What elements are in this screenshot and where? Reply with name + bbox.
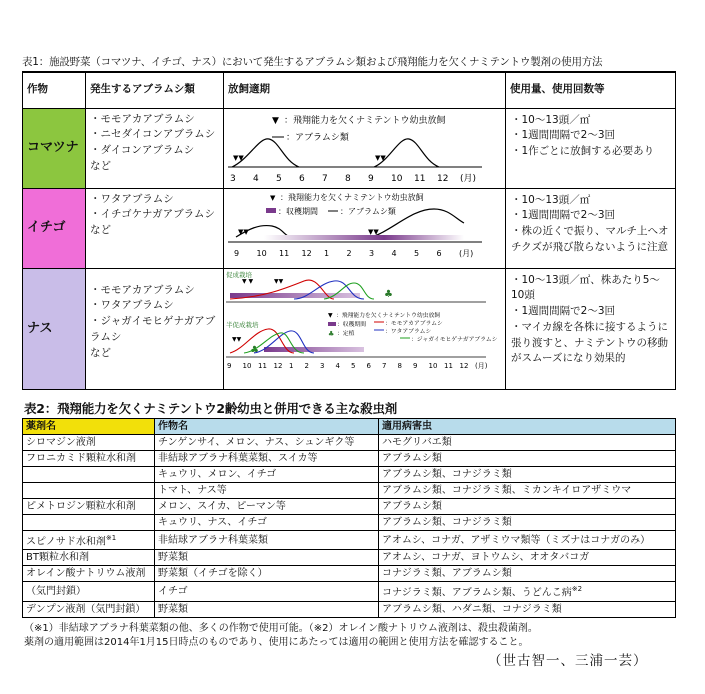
pest-item: ・ワタアブラムシ — [90, 299, 174, 312]
crop-name-cell — [155, 451, 379, 467]
table1-caption: 表1：施設野菜（コマツナ、イチゴ、ナス）において発生するアブラムシ類および飛翔能力を欠くナミテントウ製剤の使用方法 — [22, 56, 603, 68]
table2-caption: 表2：飛翔能力を欠くナミテントウ2齢幼虫と併用できる主な殺虫剤 — [24, 401, 398, 416]
note-1: （※1）非結球アブラナ科葉菜類の他、多くの作物で使用可能。（※2）オレイン酸ナトリウム液剤は、殺虫殺菌剤。 — [24, 623, 538, 634]
target-pest-cell — [379, 515, 676, 531]
crop-ichigo: イチゴ — [23, 188, 86, 268]
crop-name-cell-text: 非結球アブラナ科葉菜類、スイカ等 — [158, 453, 318, 464]
target-pest-cell-text: アブラムシ類、コナジラミ類 — [382, 469, 512, 480]
drug-name-cell-text: （気門封鎖） — [26, 585, 86, 597]
legend-momoaka: ：モモアカアブラムシ — [385, 320, 443, 327]
pest-item: ・ニセダイコンアブラムシ — [90, 128, 216, 141]
table2-row — [23, 483, 676, 499]
month-label: 6 — [299, 173, 305, 184]
table2-row — [23, 467, 676, 483]
chart-ichigo — [224, 188, 506, 268]
crop-name-cell-text: キュウリ、メロン、イチゴ — [158, 469, 277, 480]
crop-name-cell-text: イチゴ — [158, 585, 188, 597]
table2-row — [23, 531, 676, 550]
header-usage: 使用量、使用回数等 — [506, 72, 676, 108]
release-marker-icon: ▼ — [272, 115, 279, 126]
month-labels — [234, 249, 473, 258]
harvest-bar-semi — [264, 347, 364, 352]
target-pest-cell-text: コナジラミ類、アブラムシ類、うどんこ病 — [382, 587, 572, 599]
usage-ichigo — [506, 188, 676, 268]
header-crop: 作物 — [23, 72, 86, 108]
footnote-mark: ※2 — [571, 585, 583, 594]
drug-name-cell — [23, 531, 155, 550]
target-pest-cell — [379, 601, 676, 617]
release-marker-icon: ▼▼ — [232, 335, 242, 343]
month-label: (月) — [475, 361, 488, 370]
month-label: 3 — [320, 361, 325, 370]
month-label: 1 — [289, 361, 294, 370]
header-pests: 発生するアブラムシ類 — [86, 72, 224, 108]
month-label: 5 — [414, 248, 420, 258]
planting-icon: ♣ — [250, 344, 259, 356]
month-label: 2 — [304, 361, 309, 370]
table2-row — [23, 566, 676, 582]
pest-item: ・ジャガイモヒゲナガアブラムシ — [90, 315, 216, 343]
harvest-period-bar — [264, 235, 464, 240]
usage-item: ・10～13頭／㎡ — [511, 193, 591, 206]
legend-harvest-swatch — [328, 322, 336, 326]
table1 — [22, 71, 676, 390]
pest-item: ・ダイコンアブラムシ — [90, 144, 195, 156]
drug-name-cell — [23, 515, 155, 531]
table1-row-ichigo — [23, 188, 676, 268]
month-label: 11 — [279, 248, 290, 258]
target-pest-cell — [379, 531, 676, 550]
drug-name-cell-text: シロマジン液剤 — [26, 437, 96, 448]
month-label: 12 — [273, 361, 283, 370]
crop-nasu: ナス — [23, 268, 86, 389]
target-pest-cell — [379, 582, 676, 601]
target-pest-cell — [379, 566, 676, 582]
release-marker-icon: ▼▼ — [368, 227, 379, 236]
ichigo-schedule-chart — [224, 189, 506, 268]
month-label: 12 — [459, 361, 469, 370]
table2-row — [23, 582, 676, 601]
header-target-pest: 適用病害虫 — [379, 419, 676, 435]
legend-release: ：飛翔能力を欠くナミテントウ幼虫放飼 — [280, 192, 424, 202]
header-drug: 薬剤名 — [23, 419, 155, 435]
month-label: 2 — [346, 248, 352, 258]
month-labels — [230, 173, 476, 184]
month-label: 3 — [369, 248, 375, 258]
usage-komatsuna — [506, 108, 676, 188]
crop-name-cell-text: メロン、スイカ、ピーマン等 — [158, 501, 286, 512]
crop-name-cell-text: キュウリ、ナス、イチゴ — [158, 517, 267, 528]
legend-harvest: ：収穫期間 — [337, 321, 366, 328]
target-pest-cell-text: アブラムシ類 — [382, 501, 442, 512]
drug-name-cell-text: オレイン酸ナトリウム液剤 — [26, 568, 146, 580]
author-credit: （世古智一、三浦一芸） — [488, 653, 648, 669]
crop-name-cell — [155, 483, 379, 499]
crop-name-cell — [155, 550, 379, 566]
header-crop: 作物名 — [155, 419, 379, 435]
target-pest-cell-text: アオムシ、コナガ、アザミウマ類等（ミズナはコナガのみ） — [382, 534, 651, 546]
table2 — [22, 418, 676, 618]
planting-icon: ♣ — [328, 329, 335, 338]
month-label: 10 — [428, 361, 438, 370]
month-label: 1 — [324, 248, 330, 258]
usage-item: ・株の近くで振り、マルチ上へオチクズが飛び散らないように注意 — [511, 225, 669, 253]
drug-name-cell — [23, 435, 155, 451]
month-label: 6 — [436, 248, 442, 258]
legend-wata: ：ワタアブラムシ — [385, 328, 432, 335]
month-label: 3 — [230, 173, 236, 184]
chart-nasu — [224, 268, 506, 389]
label-protected: 促成栽培 — [226, 270, 252, 279]
table1-header-row — [23, 72, 676, 108]
legend-jagaimo: ：ジャガイモヒゲナガアブラムシ — [411, 336, 498, 343]
aphid-curve-spring — [232, 138, 299, 166]
month-label: 11 — [444, 361, 453, 370]
crop-name-cell — [155, 515, 379, 531]
month-label: 10 — [242, 361, 252, 370]
month-label: 9 — [368, 173, 374, 184]
month-label: 8 — [345, 173, 351, 184]
usage-item: ・10～13頭／㎡ — [511, 113, 591, 126]
header-release-period: 放飼適期 — [224, 72, 506, 108]
month-label: 12 — [301, 248, 312, 258]
komatsuna-schedule-chart — [224, 109, 506, 188]
note-2: 薬剤の適用範囲は2014年1月15日時点のものであり、使用にあたっては適用の範囲と使用方法を確認すること。 — [24, 637, 529, 648]
release-marker-icon: ▼ — [328, 311, 333, 319]
drug-name-cell — [23, 566, 155, 582]
crop-name-cell — [155, 566, 379, 582]
crop-name-cell-text: 野菜類（イチゴを除く） — [158, 568, 268, 580]
month-label: 10 — [256, 248, 267, 258]
usage-item: ・1作ごとに放飼する必要あり — [511, 145, 655, 157]
month-label: 7 — [322, 173, 328, 184]
pests-komatsuna — [86, 108, 224, 188]
release-marker-icon: ▼▼ — [233, 153, 244, 162]
month-label: 8 — [397, 361, 402, 370]
usage-item: ・1週間間隔で2～3回 — [511, 209, 616, 222]
drug-name-cell — [23, 550, 155, 566]
target-pest-cell-text: アブラムシ類、コナジラミ類、ミカンキイロアザミウマ — [382, 485, 632, 496]
crop-name-cell — [155, 582, 379, 601]
month-label: 4 — [253, 173, 259, 184]
month-label: 12 — [437, 173, 449, 184]
table2-header-row — [23, 419, 676, 435]
crop-name-cell-text: トマト、ナス等 — [158, 485, 227, 496]
pest-item: など — [90, 159, 111, 172]
drug-name-cell — [23, 451, 155, 467]
crop-name-cell-text: 野菜類 — [158, 552, 188, 564]
crop-name-cell — [155, 467, 379, 483]
drug-name-cell — [23, 582, 155, 601]
table2-row — [23, 550, 676, 566]
pest-item: など — [90, 224, 111, 236]
crop-name-cell-text: 非結球アブラナ科葉菜類 — [158, 534, 268, 546]
drug-name-cell-text: BT顆粒水和剤 — [26, 552, 89, 564]
pest-item: ・イチゴケナガアブラムシ — [90, 208, 216, 221]
drug-name-cell — [23, 483, 155, 499]
target-pest-cell-text: アブラムシ類 — [382, 453, 442, 464]
planting-icon: ♣ — [384, 288, 393, 300]
month-label: 5 — [276, 173, 282, 184]
target-pest-cell — [379, 550, 676, 566]
month-labels — [227, 362, 488, 370]
release-marker-icon: ▼▼ — [238, 227, 249, 236]
drug-name-cell-text: スピノサド水和剤 — [26, 536, 106, 548]
month-label: (月) — [460, 173, 477, 184]
release-marker-icon: ▼ — [270, 193, 276, 202]
legend-plant: ：定植 — [337, 330, 355, 337]
table2-row — [23, 499, 676, 515]
target-pest-cell-text: コナジラミ類、アブラムシ類 — [382, 568, 512, 580]
usage-item: ・1週間間隔で2～3回 — [511, 129, 616, 142]
month-label: 11 — [414, 173, 426, 184]
target-pest-cell-text: アブラムシ類、ハダニ類、コナジラミ類 — [382, 603, 562, 615]
month-label: 9 — [227, 361, 232, 370]
nasu-schedule-chart — [224, 269, 506, 389]
legend-aphid: ：アブラムシ類 — [286, 132, 349, 143]
month-label: 4 — [335, 361, 340, 370]
usage-item: ・マイカ線を各株に接するように張り渡すと、ナミテントウの移動がスムーズになり効果的 — [511, 320, 668, 365]
pest-item: ・モモアカアブラムシ — [90, 112, 195, 125]
crop-name-cell-text: チンゲンサイ、メロン、ナス、シュンギク等 — [158, 437, 355, 448]
legend-aphid: ：アブラムシ類 — [340, 206, 396, 216]
usage-item: ・10～13頭／㎡、株あたり5～10頭 — [511, 273, 660, 302]
drug-name-cell — [23, 467, 155, 483]
drug-name-cell-text: フロニカミド顆粒水和剤 — [26, 453, 136, 464]
target-pest-cell-text: アブラムシ類、コナジラミ類 — [382, 517, 512, 528]
aphid-curve-autumn — [374, 138, 439, 166]
target-pest-cell — [379, 435, 676, 451]
crop-name-cell — [155, 499, 379, 515]
usage-nasu — [506, 268, 676, 389]
month-label: 6 — [366, 361, 371, 370]
target-pest-cell — [379, 483, 676, 499]
month-label: 10 — [391, 173, 403, 184]
month-label: 9 — [413, 361, 418, 370]
month-label: 11 — [258, 361, 267, 370]
label-semi: 半促成栽培 — [226, 320, 259, 329]
target-pest-cell — [379, 467, 676, 483]
table1-row-nasu — [23, 268, 676, 389]
footnote-mark: ※1 — [105, 534, 117, 542]
target-pest-cell-text: ハモグリバエ類 — [382, 437, 452, 448]
pest-item: ・モモアカアブラムシ — [90, 283, 195, 296]
legend-release: ：飛翔能力を欠くナミテントウ幼虫放飼 — [284, 115, 446, 126]
crop-name-cell — [155, 531, 379, 550]
drug-name-cell-text: デンプン液剤（気門封鎖） — [26, 603, 146, 615]
target-pest-cell — [379, 451, 676, 467]
pests-ichigo — [86, 188, 224, 268]
legend-harvest-swatch — [266, 208, 276, 213]
table2-body — [23, 419, 676, 618]
drug-name-cell-text: ピメトロジン顆粒水和剤 — [26, 501, 136, 512]
drug-name-cell — [23, 499, 155, 515]
target-pest-cell — [379, 499, 676, 515]
usage-item: ・1週間間隔で2～3回 — [511, 305, 616, 317]
pest-item: ・ワタアブラムシ — [90, 192, 174, 205]
month-label: 4 — [391, 248, 397, 258]
month-label: 5 — [351, 361, 356, 370]
release-marker-icon: ▼▼ — [375, 153, 386, 162]
month-label: 7 — [382, 361, 387, 370]
month-label: 9 — [234, 248, 240, 258]
chart-komatsuna — [224, 108, 506, 188]
drug-name-cell — [23, 601, 155, 617]
pests-nasu — [86, 268, 224, 389]
table2-row — [23, 435, 676, 451]
crop-komatsuna: コマツナ — [23, 108, 86, 188]
crop-name-cell — [155, 435, 379, 451]
legend-release: ：飛翔能力を欠くナミテントウ幼虫放飼 — [336, 312, 441, 319]
release-marker-icon: ▼▼ — [274, 277, 284, 285]
table1-row-komatsuna — [23, 108, 676, 188]
table2-row — [23, 515, 676, 531]
month-label: (月) — [459, 248, 474, 258]
table2-row — [23, 451, 676, 467]
crop-name-cell-text: 野菜類 — [158, 603, 188, 615]
pest-item: など — [90, 346, 111, 359]
legend-harvest: ：収穫期間 — [278, 206, 318, 216]
release-marker-icon: ▼ ▼ — [242, 277, 254, 285]
crop-name-cell — [155, 601, 379, 617]
table2-row — [23, 601, 676, 617]
target-pest-cell-text: アオムシ、コナガ、ヨトウムシ、オオタバコガ — [382, 552, 590, 564]
